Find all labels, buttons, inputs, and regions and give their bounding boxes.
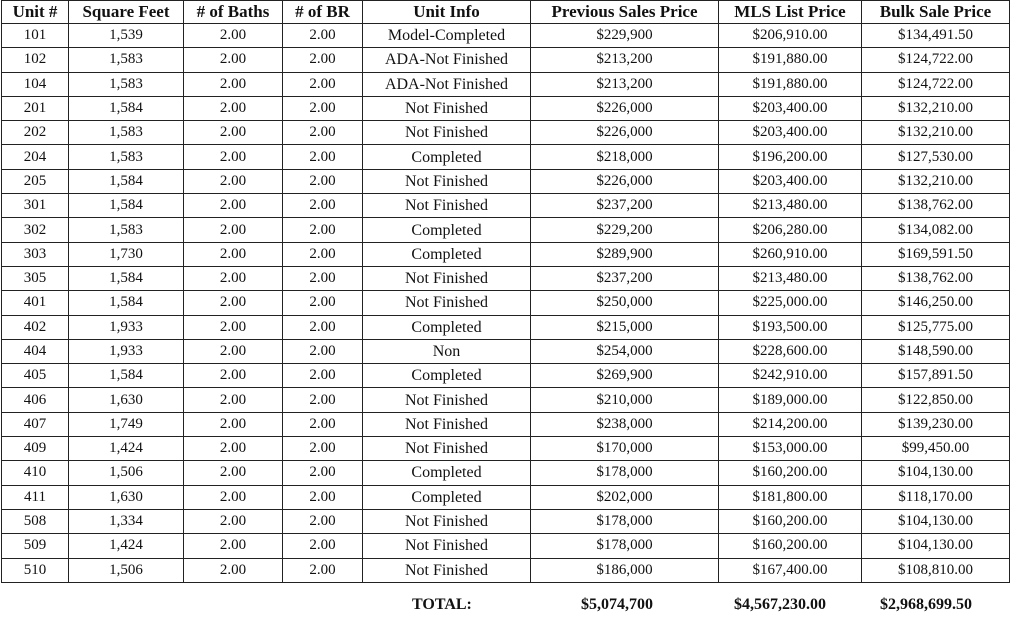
cell-br: 2.00 bbox=[283, 218, 363, 242]
cell-mls-list-price: $203,400.00 bbox=[719, 96, 862, 120]
header-unit: Unit # bbox=[2, 1, 69, 24]
cell-br: 2.00 bbox=[283, 509, 363, 533]
cell-square-feet: 1,630 bbox=[69, 485, 184, 509]
cell-unit: 404 bbox=[2, 339, 69, 363]
table-row bbox=[2, 339, 1010, 363]
cell-square-feet: 1,506 bbox=[69, 461, 184, 485]
cell-unit: 104 bbox=[2, 72, 69, 96]
table-row bbox=[2, 485, 1010, 509]
cell-previous-sales-price: $226,000 bbox=[531, 121, 719, 145]
cell-bulk-sale-price: $124,722.00 bbox=[862, 72, 1010, 96]
cell-br: 2.00 bbox=[283, 121, 363, 145]
cell-unit: 409 bbox=[2, 437, 69, 461]
table-row bbox=[2, 534, 1010, 558]
cell-baths: 2.00 bbox=[184, 315, 283, 339]
cell-baths: 2.00 bbox=[184, 534, 283, 558]
cell-unit-info: Completed bbox=[363, 145, 531, 169]
cell-square-feet: 1,933 bbox=[69, 339, 184, 363]
cell-bulk-sale-price: $104,130.00 bbox=[862, 461, 1010, 485]
cell-br: 2.00 bbox=[283, 96, 363, 120]
table-row bbox=[2, 558, 1010, 582]
cell-br: 2.00 bbox=[283, 291, 363, 315]
cell-baths: 2.00 bbox=[184, 437, 283, 461]
cell-square-feet: 1,424 bbox=[69, 534, 184, 558]
cell-mls-list-price: $228,600.00 bbox=[719, 339, 862, 363]
cell-square-feet: 1,583 bbox=[69, 72, 184, 96]
cell-previous-sales-price: $210,000 bbox=[531, 388, 719, 412]
table-row bbox=[2, 461, 1010, 485]
table-row bbox=[2, 412, 1010, 436]
cell-square-feet: 1,749 bbox=[69, 412, 184, 436]
cell-br: 2.00 bbox=[283, 315, 363, 339]
cell-unit-info: Not Finished bbox=[363, 194, 531, 218]
cell-previous-sales-price: $226,000 bbox=[531, 169, 719, 193]
cell-mls-list-price: $189,000.00 bbox=[719, 388, 862, 412]
cell-mls-list-price: $203,400.00 bbox=[719, 121, 862, 145]
cell-mls-list-price: $160,200.00 bbox=[719, 461, 862, 485]
cell-unit: 303 bbox=[2, 242, 69, 266]
cell-unit: 407 bbox=[2, 412, 69, 436]
cell-square-feet: 1,584 bbox=[69, 266, 184, 290]
cell-baths: 2.00 bbox=[184, 461, 283, 485]
cell-bulk-sale-price: $138,762.00 bbox=[862, 266, 1010, 290]
cell-baths: 2.00 bbox=[184, 121, 283, 145]
table-row bbox=[2, 388, 1010, 412]
cell-br: 2.00 bbox=[283, 72, 363, 96]
header-baths: # of Baths bbox=[184, 1, 283, 24]
cell-unit-info: Model-Completed bbox=[363, 24, 531, 48]
cell-bulk-sale-price: $148,590.00 bbox=[862, 339, 1010, 363]
cell-previous-sales-price: $229,900 bbox=[531, 24, 719, 48]
table-row bbox=[2, 96, 1010, 120]
cell-unit-info: Completed bbox=[363, 218, 531, 242]
cell-unit-info: Completed bbox=[363, 315, 531, 339]
cell-bulk-sale-price: $138,762.00 bbox=[862, 194, 1010, 218]
cell-bulk-sale-price: $146,250.00 bbox=[862, 291, 1010, 315]
cell-unit-info: Not Finished bbox=[363, 96, 531, 120]
cell-unit: 101 bbox=[2, 24, 69, 48]
cell-previous-sales-price: $170,000 bbox=[531, 437, 719, 461]
cell-baths: 2.00 bbox=[184, 242, 283, 266]
cell-mls-list-price: $213,480.00 bbox=[719, 194, 862, 218]
cell-br: 2.00 bbox=[283, 194, 363, 218]
cell-unit-info: Completed bbox=[363, 242, 531, 266]
cell-mls-list-price: $260,910.00 bbox=[719, 242, 862, 266]
cell-previous-sales-price: $250,000 bbox=[531, 291, 719, 315]
cell-previous-sales-price: $186,000 bbox=[531, 558, 719, 582]
cell-unit: 508 bbox=[2, 509, 69, 533]
cell-previous-sales-price: $202,000 bbox=[531, 485, 719, 509]
header-square-feet: Square Feet bbox=[69, 1, 184, 24]
cell-unit-info: Completed bbox=[363, 364, 531, 388]
cell-mls-list-price: $193,500.00 bbox=[719, 315, 862, 339]
cell-previous-sales-price: $289,900 bbox=[531, 242, 719, 266]
cell-mls-list-price: $160,200.00 bbox=[719, 509, 862, 533]
cell-bulk-sale-price: $132,210.00 bbox=[862, 96, 1010, 120]
cell-square-feet: 1,933 bbox=[69, 315, 184, 339]
table-row bbox=[2, 437, 1010, 461]
cell-bulk-sale-price: $122,850.00 bbox=[862, 388, 1010, 412]
cell-br: 2.00 bbox=[283, 24, 363, 48]
cell-previous-sales-price: $178,000 bbox=[531, 509, 719, 533]
cell-square-feet: 1,506 bbox=[69, 558, 184, 582]
cell-bulk-sale-price: $132,210.00 bbox=[862, 121, 1010, 145]
cell-previous-sales-price: $215,000 bbox=[531, 315, 719, 339]
table-row bbox=[2, 291, 1010, 315]
cell-br: 2.00 bbox=[283, 388, 363, 412]
cell-baths: 2.00 bbox=[184, 509, 283, 533]
cell-bulk-sale-price: $132,210.00 bbox=[862, 169, 1010, 193]
cell-mls-list-price: $242,910.00 bbox=[719, 364, 862, 388]
header-br: # of BR bbox=[283, 1, 363, 24]
cell-br: 2.00 bbox=[283, 266, 363, 290]
cell-br: 2.00 bbox=[283, 534, 363, 558]
cell-previous-sales-price: $213,200 bbox=[531, 72, 719, 96]
cell-unit: 301 bbox=[2, 194, 69, 218]
cell-square-feet: 1,583 bbox=[69, 121, 184, 145]
cell-unit: 509 bbox=[2, 534, 69, 558]
cell-bulk-sale-price: $134,491.50 bbox=[862, 24, 1010, 48]
cell-unit: 405 bbox=[2, 364, 69, 388]
cell-br: 2.00 bbox=[283, 364, 363, 388]
cell-square-feet: 1,583 bbox=[69, 145, 184, 169]
cell-mls-list-price: $196,200.00 bbox=[719, 145, 862, 169]
cell-baths: 2.00 bbox=[184, 24, 283, 48]
cell-mls-list-price: $153,000.00 bbox=[719, 437, 862, 461]
cell-unit-info: Not Finished bbox=[363, 169, 531, 193]
cell-bulk-sale-price: $99,450.00 bbox=[862, 437, 1010, 461]
header-bulk-sale-price: Bulk Sale Price bbox=[862, 1, 1010, 24]
cell-baths: 2.00 bbox=[184, 339, 283, 363]
cell-unit: 406 bbox=[2, 388, 69, 412]
cell-unit: 205 bbox=[2, 169, 69, 193]
cell-unit: 202 bbox=[2, 121, 69, 145]
cell-br: 2.00 bbox=[283, 145, 363, 169]
table-body bbox=[2, 24, 1010, 583]
cell-baths: 2.00 bbox=[184, 72, 283, 96]
cell-bulk-sale-price: $157,891.50 bbox=[862, 364, 1010, 388]
table-row bbox=[2, 218, 1010, 242]
cell-bulk-sale-price: $124,722.00 bbox=[862, 48, 1010, 72]
cell-baths: 2.00 bbox=[184, 558, 283, 582]
cell-baths: 2.00 bbox=[184, 96, 283, 120]
cell-unit-info: Not Finished bbox=[363, 437, 531, 461]
cell-square-feet: 1,583 bbox=[69, 48, 184, 72]
table-row bbox=[2, 48, 1010, 72]
cell-square-feet: 1,730 bbox=[69, 242, 184, 266]
cell-baths: 2.00 bbox=[184, 412, 283, 436]
cell-br: 2.00 bbox=[283, 412, 363, 436]
cell-baths: 2.00 bbox=[184, 388, 283, 412]
cell-unit: 305 bbox=[2, 266, 69, 290]
cell-previous-sales-price: $178,000 bbox=[531, 461, 719, 485]
cell-baths: 2.00 bbox=[184, 145, 283, 169]
cell-previous-sales-price: $238,000 bbox=[531, 412, 719, 436]
cell-unit-info: Not Finished bbox=[363, 558, 531, 582]
cell-unit-info: ADA-Not Finished bbox=[363, 48, 531, 72]
cell-unit-info: Not Finished bbox=[363, 534, 531, 558]
cell-bulk-sale-price: $134,082.00 bbox=[862, 218, 1010, 242]
table-row bbox=[2, 72, 1010, 96]
cell-previous-sales-price: $237,200 bbox=[531, 266, 719, 290]
cell-square-feet: 1,334 bbox=[69, 509, 184, 533]
cell-bulk-sale-price: $118,170.00 bbox=[862, 485, 1010, 509]
cell-unit: 510 bbox=[2, 558, 69, 582]
table-row bbox=[2, 194, 1010, 218]
cell-mls-list-price: $167,400.00 bbox=[719, 558, 862, 582]
cell-mls-list-price: $206,280.00 bbox=[719, 218, 862, 242]
cell-baths: 2.00 bbox=[184, 266, 283, 290]
cell-unit-info: Not Finished bbox=[363, 266, 531, 290]
total-label: TOTAL: bbox=[412, 596, 472, 613]
cell-baths: 2.00 bbox=[184, 218, 283, 242]
cell-br: 2.00 bbox=[283, 242, 363, 266]
cell-square-feet: 1,424 bbox=[69, 437, 184, 461]
cell-unit-info: Not Finished bbox=[363, 388, 531, 412]
cell-baths: 2.00 bbox=[184, 194, 283, 218]
header-unit-info: Unit Info bbox=[363, 1, 531, 24]
cell-mls-list-price: $160,200.00 bbox=[719, 534, 862, 558]
cell-unit: 201 bbox=[2, 96, 69, 120]
header-row bbox=[2, 1, 1010, 24]
table-row bbox=[2, 364, 1010, 388]
cell-square-feet: 1,584 bbox=[69, 169, 184, 193]
cell-bulk-sale-price: $104,130.00 bbox=[862, 509, 1010, 533]
totals-row bbox=[0, 596, 1024, 618]
cell-mls-list-price: $191,880.00 bbox=[719, 72, 862, 96]
units-table bbox=[1, 0, 1010, 583]
cell-bulk-sale-price: $104,130.00 bbox=[862, 534, 1010, 558]
cell-square-feet: 1,584 bbox=[69, 291, 184, 315]
cell-unit-info: Completed bbox=[363, 485, 531, 509]
cell-mls-list-price: $181,800.00 bbox=[719, 485, 862, 509]
cell-previous-sales-price: $226,000 bbox=[531, 96, 719, 120]
cell-unit: 410 bbox=[2, 461, 69, 485]
cell-baths: 2.00 bbox=[184, 364, 283, 388]
cell-square-feet: 1,584 bbox=[69, 96, 184, 120]
total-mls-list-price: $4,567,230.00 bbox=[734, 596, 826, 613]
table-row bbox=[2, 121, 1010, 145]
cell-bulk-sale-price: $125,775.00 bbox=[862, 315, 1010, 339]
cell-unit: 411 bbox=[2, 485, 69, 509]
cell-unit-info: Not Finished bbox=[363, 121, 531, 145]
cell-previous-sales-price: $237,200 bbox=[531, 194, 719, 218]
cell-bulk-sale-price: $108,810.00 bbox=[862, 558, 1010, 582]
cell-unit-info: Not Finished bbox=[363, 412, 531, 436]
cell-br: 2.00 bbox=[283, 558, 363, 582]
table-row bbox=[2, 315, 1010, 339]
cell-mls-list-price: $225,000.00 bbox=[719, 291, 862, 315]
cell-mls-list-price: $214,200.00 bbox=[719, 412, 862, 436]
cell-previous-sales-price: $218,000 bbox=[531, 145, 719, 169]
cell-br: 2.00 bbox=[283, 437, 363, 461]
cell-previous-sales-price: $269,900 bbox=[531, 364, 719, 388]
cell-br: 2.00 bbox=[283, 339, 363, 363]
cell-baths: 2.00 bbox=[184, 291, 283, 315]
cell-baths: 2.00 bbox=[184, 48, 283, 72]
table-row bbox=[2, 242, 1010, 266]
total-previous-sales-price: $5,074,700 bbox=[581, 596, 653, 613]
cell-square-feet: 1,539 bbox=[69, 24, 184, 48]
cell-unit-info: Non bbox=[363, 339, 531, 363]
cell-mls-list-price: $203,400.00 bbox=[719, 169, 862, 193]
cell-br: 2.00 bbox=[283, 461, 363, 485]
header-previous-sales-price: Previous Sales Price bbox=[531, 1, 719, 24]
cell-bulk-sale-price: $139,230.00 bbox=[862, 412, 1010, 436]
total-bulk-sale-price: $2,968,699.50 bbox=[880, 596, 972, 613]
cell-square-feet: 1,630 bbox=[69, 388, 184, 412]
cell-unit: 402 bbox=[2, 315, 69, 339]
cell-unit-info: Not Finished bbox=[363, 291, 531, 315]
cell-previous-sales-price: $229,200 bbox=[531, 218, 719, 242]
cell-unit-info: ADA-Not Finished bbox=[363, 72, 531, 96]
cell-bulk-sale-price: $127,530.00 bbox=[862, 145, 1010, 169]
cell-mls-list-price: $206,910.00 bbox=[719, 24, 862, 48]
cell-unit: 401 bbox=[2, 291, 69, 315]
table-row bbox=[2, 266, 1010, 290]
cell-br: 2.00 bbox=[283, 48, 363, 72]
cell-br: 2.00 bbox=[283, 169, 363, 193]
cell-unit: 102 bbox=[2, 48, 69, 72]
cell-previous-sales-price: $254,000 bbox=[531, 339, 719, 363]
cell-mls-list-price: $213,480.00 bbox=[719, 266, 862, 290]
table-row bbox=[2, 24, 1010, 48]
cell-baths: 2.00 bbox=[184, 169, 283, 193]
table-row bbox=[2, 169, 1010, 193]
cell-previous-sales-price: $178,000 bbox=[531, 534, 719, 558]
cell-baths: 2.00 bbox=[184, 485, 283, 509]
table-row bbox=[2, 145, 1010, 169]
header-mls-list-price: MLS List Price bbox=[719, 1, 862, 24]
cell-bulk-sale-price: $169,591.50 bbox=[862, 242, 1010, 266]
table-row bbox=[2, 509, 1010, 533]
cell-square-feet: 1,583 bbox=[69, 218, 184, 242]
cell-square-feet: 1,584 bbox=[69, 194, 184, 218]
cell-unit-info: Completed bbox=[363, 461, 531, 485]
cell-unit: 302 bbox=[2, 218, 69, 242]
cell-unit-info: Not Finished bbox=[363, 509, 531, 533]
cell-square-feet: 1,584 bbox=[69, 364, 184, 388]
cell-unit: 204 bbox=[2, 145, 69, 169]
cell-br: 2.00 bbox=[283, 485, 363, 509]
cell-previous-sales-price: $213,200 bbox=[531, 48, 719, 72]
cell-mls-list-price: $191,880.00 bbox=[719, 48, 862, 72]
